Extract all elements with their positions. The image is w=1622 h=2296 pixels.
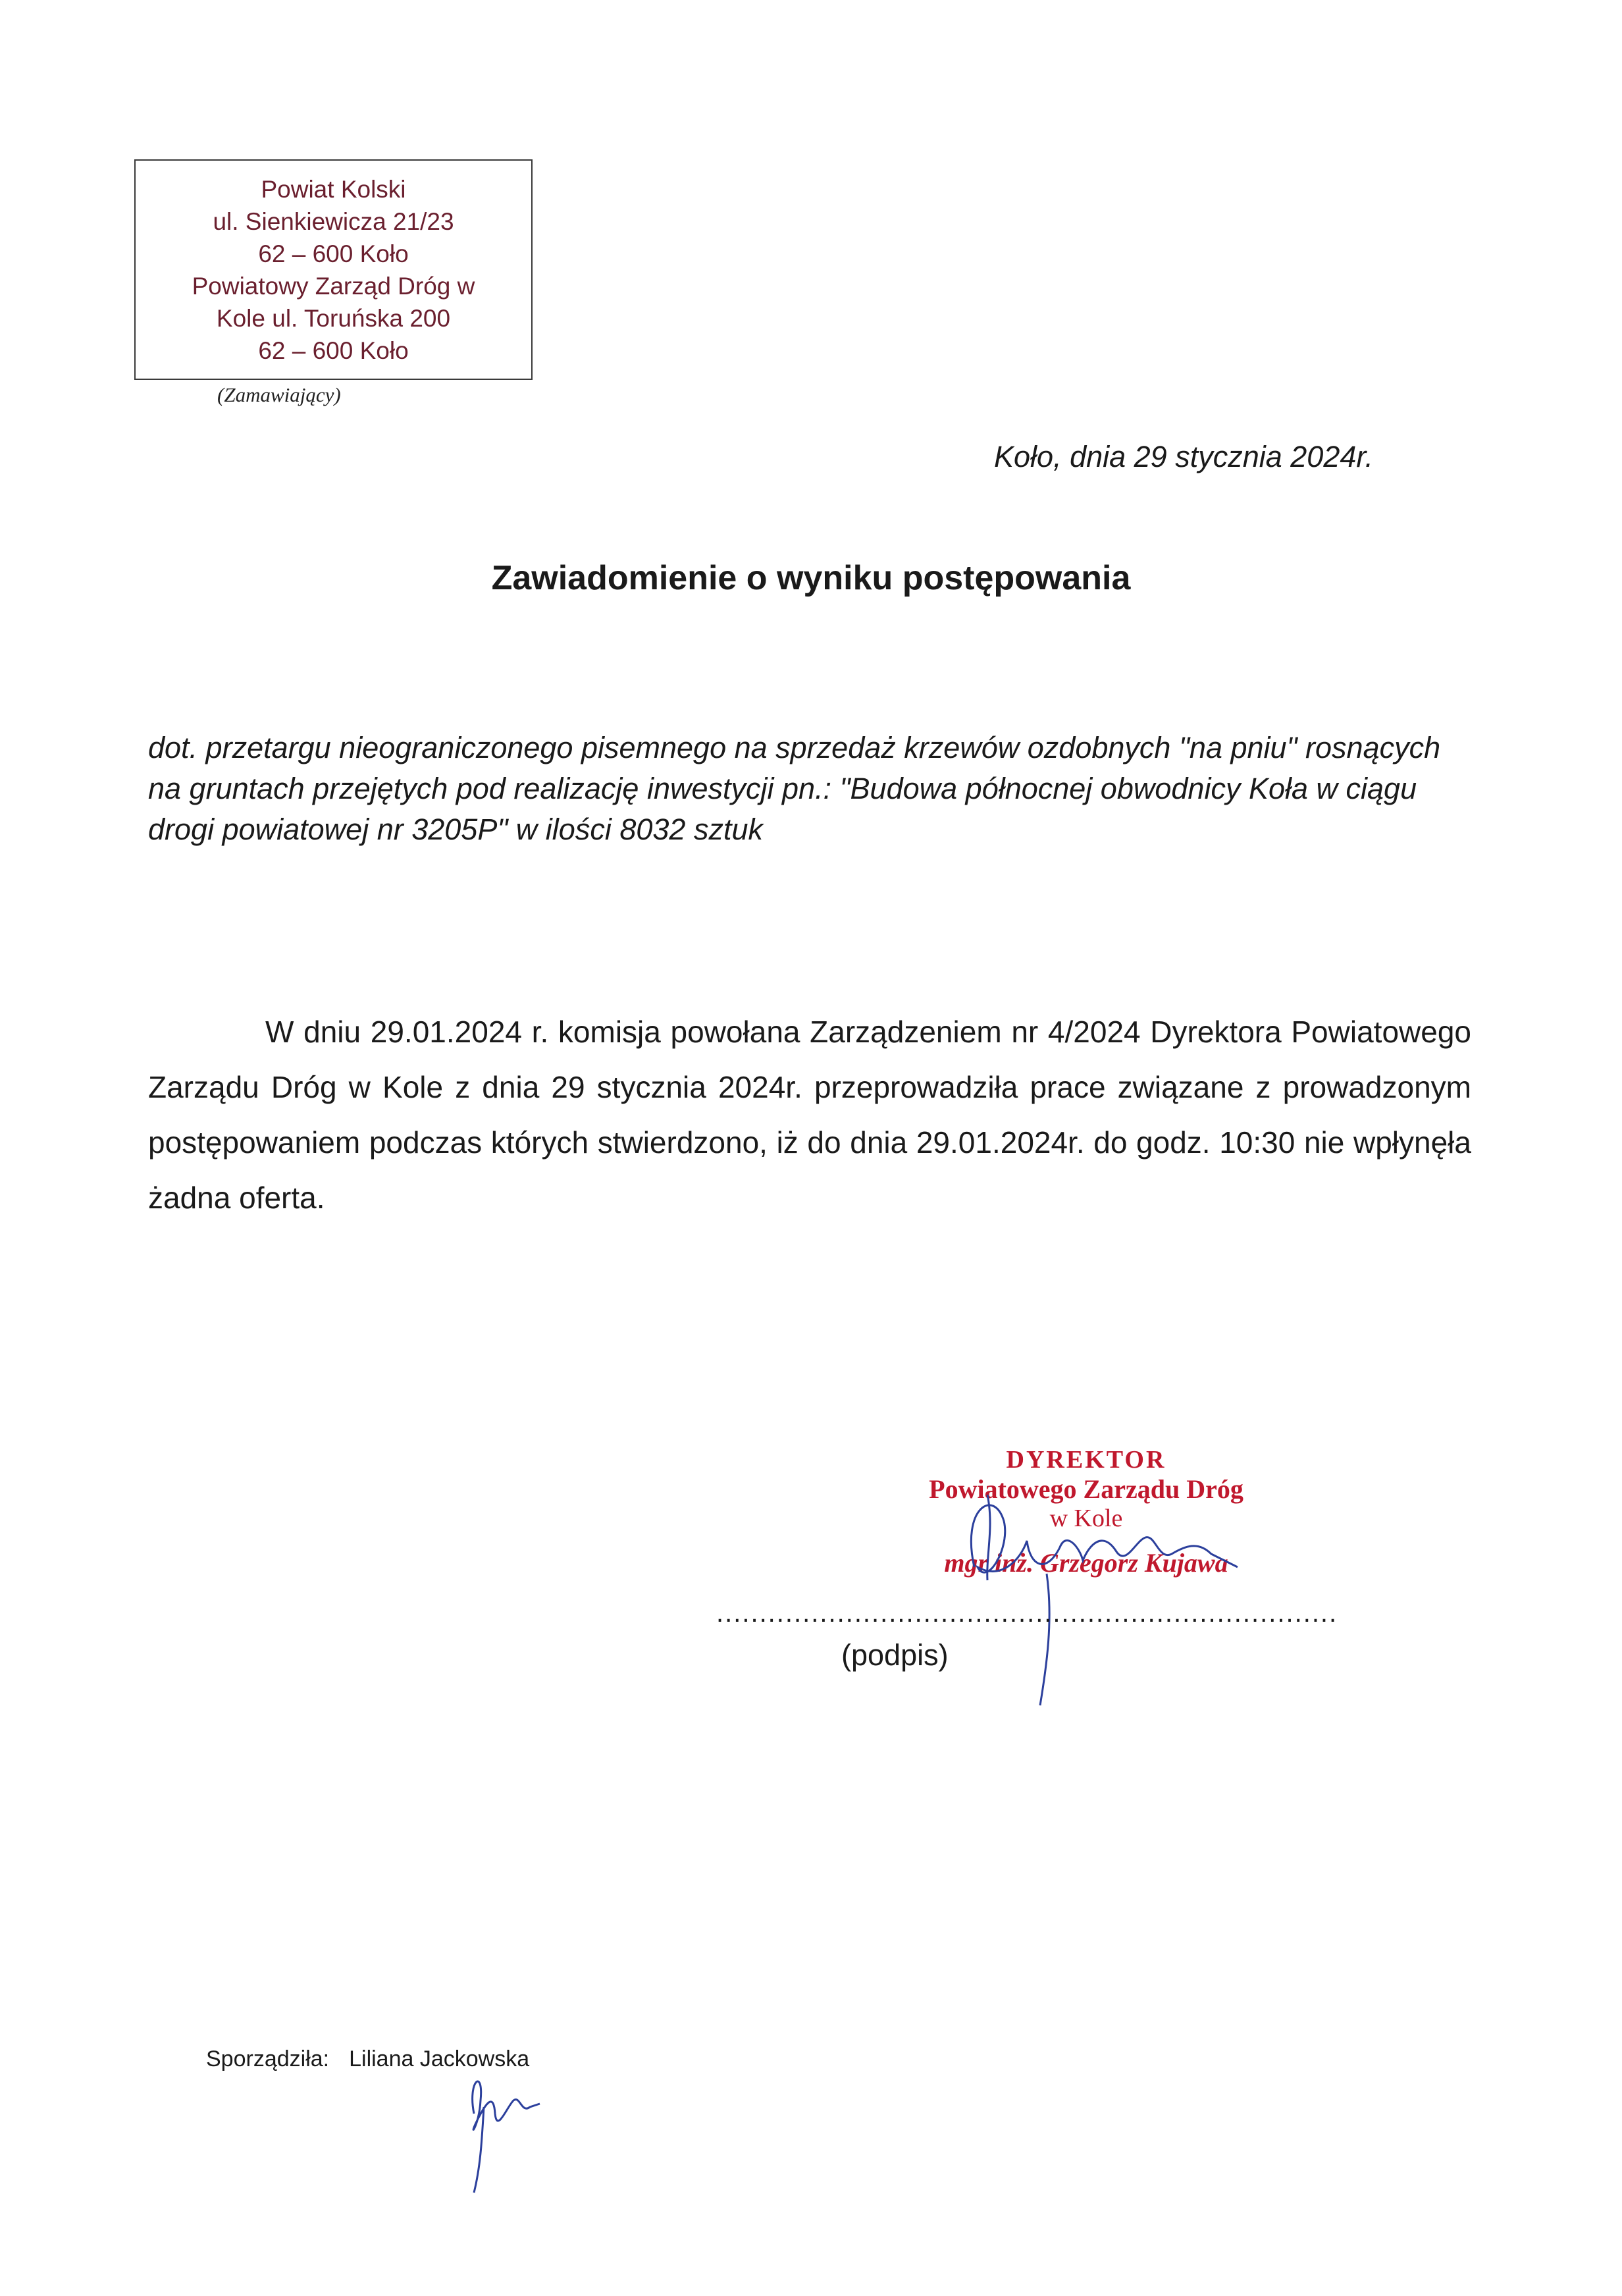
director-signature — [948, 1468, 1251, 1719]
sender-line: Powiatowy Zarząd Dróg w — [192, 272, 475, 300]
sender-line: 62 – 600 Koło — [258, 240, 409, 267]
preparer-signature — [448, 2041, 553, 2199]
sender-line: Kole ul. Toruńska 200 — [216, 304, 451, 332]
prepared-by-label: Sporządziła: — [206, 2046, 330, 2071]
sender-line: Powiat Kolski — [261, 175, 406, 203]
signature-caption: (podpis) — [841, 1638, 949, 1672]
director-office-place: w Kole — [1049, 1505, 1123, 1532]
document-title: Zawiadomienie o wyniku postępowania — [491, 559, 1131, 597]
signature-dotted-line: ........................................................................ — [716, 1599, 1338, 1628]
director-role: DYREKTOR — [1006, 1446, 1166, 1474]
sender-line: 62 – 600 Koło — [258, 336, 409, 364]
sender-address-box — [134, 159, 533, 380]
subject-paragraph: dot. przetargu nieograniczonego pisemnego na sprzedaż krzewów ozdobnych "na pniu" rosnących na gruntach przejętych pod realizację inwestycji pn.: "Budowa północnej obwodnicy Koła w ciągu drogi powiatowej nr 3205P" w ilości 8032 sztuk — [148, 731, 1441, 846]
prepared-by-name: Liliana Jackowska — [349, 2046, 530, 2071]
director-name: mgr inż. Grzegorz Kujawa — [944, 1548, 1228, 1578]
sender-caption: (Zamawiający) — [217, 383, 341, 406]
place-date: Koło, dnia 29 stycznia 2024r. — [994, 440, 1374, 473]
director-office: Powiatowego Zarządu Dróg — [929, 1474, 1243, 1504]
sender-line: ul. Sienkiewicza 21/23 — [213, 207, 454, 235]
body-paragraph: W dniu 29.01.2024 r. komisja powołana Zarządzeniem nr 4/2024 Dyrektora Powiatowego Zarządu Dróg w Kole z dnia 29 stycznia 2024r. przeprowadziła prace związane z prowadzonym postępowaniem podczas których stwierdzono, iż do dnia 29.01.2024r. do godz. 10:30 nie wpłynęła żadna oferta. — [148, 1015, 1471, 1215]
